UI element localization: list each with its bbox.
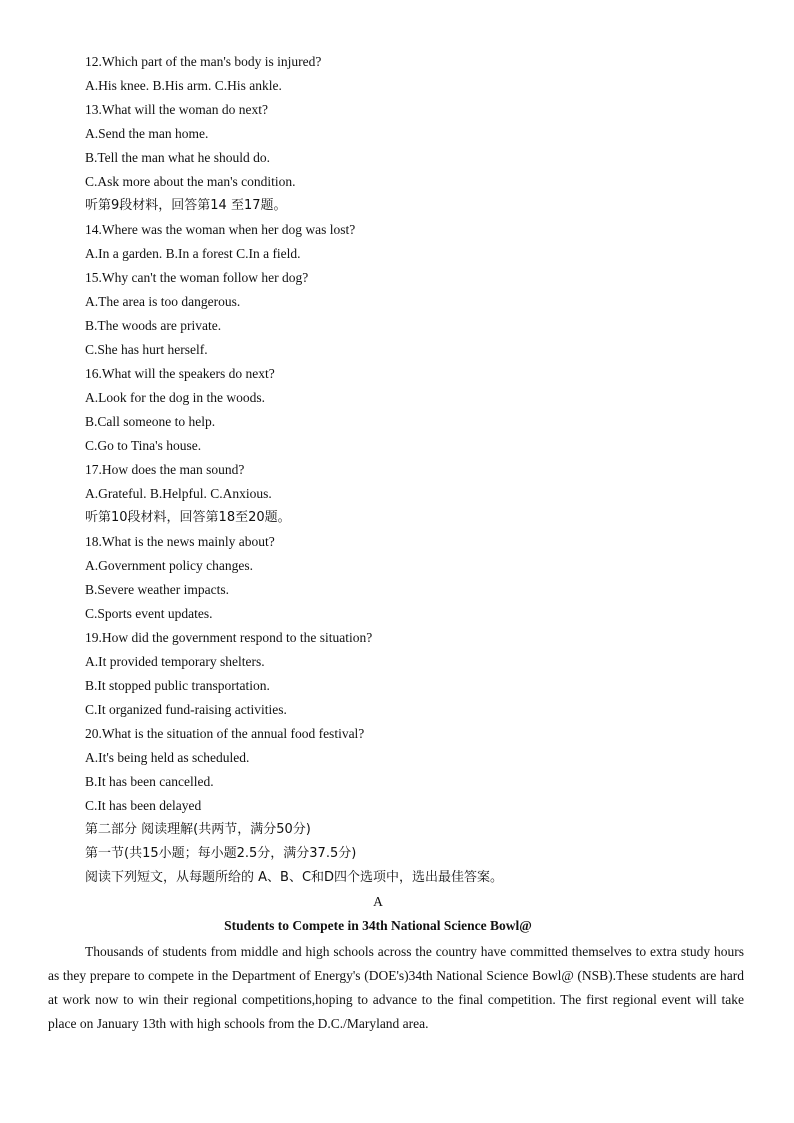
question-text: 17.How does the man sound? xyxy=(85,462,245,477)
question-text: 19.How did the government respond to the situation? xyxy=(85,630,373,645)
answer-options: C.It has been delayed xyxy=(85,798,202,813)
passage-title: Students to Compete in 34th National Science Bowl@ xyxy=(224,918,532,933)
answer-options: A.Grateful. B.Helpful. C.Anxious. xyxy=(85,486,272,501)
answer-options: C.She has hurt herself. xyxy=(85,342,208,357)
answer-options: A.His knee. B.His arm. C.His ankle. xyxy=(85,78,282,93)
answer-options: B.The woods are private. xyxy=(85,318,222,333)
answer-options: A.In a garden. B.In a forest C.In a field. xyxy=(85,246,301,261)
answer-options: A.It provided temporary shelters. xyxy=(85,654,265,669)
answer-options: A.Send the man home. xyxy=(85,126,209,141)
answer-options: A.It's being held as scheduled. xyxy=(85,750,250,765)
question-text: 14.Where was the woman when her dog was lost? xyxy=(85,222,356,237)
question-text: 16.What will the speakers do next? xyxy=(85,366,275,381)
reading-passage: Thousands of students from middle and high schools across the country have committed themselves to extra study hours as they prepare to compete in the Department of Energy's (DOE's)34th National Science Bowl@ (NSB).These students are hard at work now to win their regional competitions,hoping to advance to the final competition. The first regional event will take place on January 13th with high schools from the D.C./Maryland area. xyxy=(48,944,744,1031)
question-list xyxy=(85,52,745,940)
answer-options: B.Call someone to help. xyxy=(85,414,216,429)
answer-options: B.It stopped public transportation. xyxy=(85,678,270,693)
question-text: 20.What is the situation of the annual food festival? xyxy=(85,726,365,741)
question-text: 15.Why can't the woman follow her dog? xyxy=(85,270,309,285)
answer-options: A.Government policy changes. xyxy=(85,558,253,573)
question-text: 13.What will the woman do next? xyxy=(85,102,268,117)
question-text: 12.Which part of the man's body is injured? xyxy=(85,54,322,69)
answer-options: B.Tell the man what he should do. xyxy=(85,150,271,165)
answer-options: A.Look for the dog in the woods. xyxy=(85,390,265,405)
answer-options: C.Go to Tina's house. xyxy=(85,438,202,453)
section-instruction: 听第9段材料，回答第14 至17题。 xyxy=(85,198,287,213)
passage-letter: A xyxy=(373,894,383,909)
answer-options: C.Sports event updates. xyxy=(85,606,213,621)
section-instruction: 第一节(共15小题；每小题2.5分，满分37.5分) xyxy=(85,846,357,861)
answer-options: C.It organized fund-raising activities. xyxy=(85,702,287,717)
answer-options: B.It has been cancelled. xyxy=(85,774,214,789)
answer-options: A.The area is too dangerous. xyxy=(85,294,241,309)
answer-options: C.Ask more about the man's condition. xyxy=(85,174,296,189)
section-instruction: 阅读下列短文，从每题所给的 A、B、C和D四个选项中，选出最佳答案。 xyxy=(85,870,504,885)
section-instruction: 第二部分 阅读理解(共两节，满分50分) xyxy=(85,822,311,837)
section-instruction: 听第10段材料，回答第18至20题。 xyxy=(85,510,291,525)
answer-options: B.Severe weather impacts. xyxy=(85,582,229,597)
question-text: 18.What is the news mainly about? xyxy=(85,534,275,549)
